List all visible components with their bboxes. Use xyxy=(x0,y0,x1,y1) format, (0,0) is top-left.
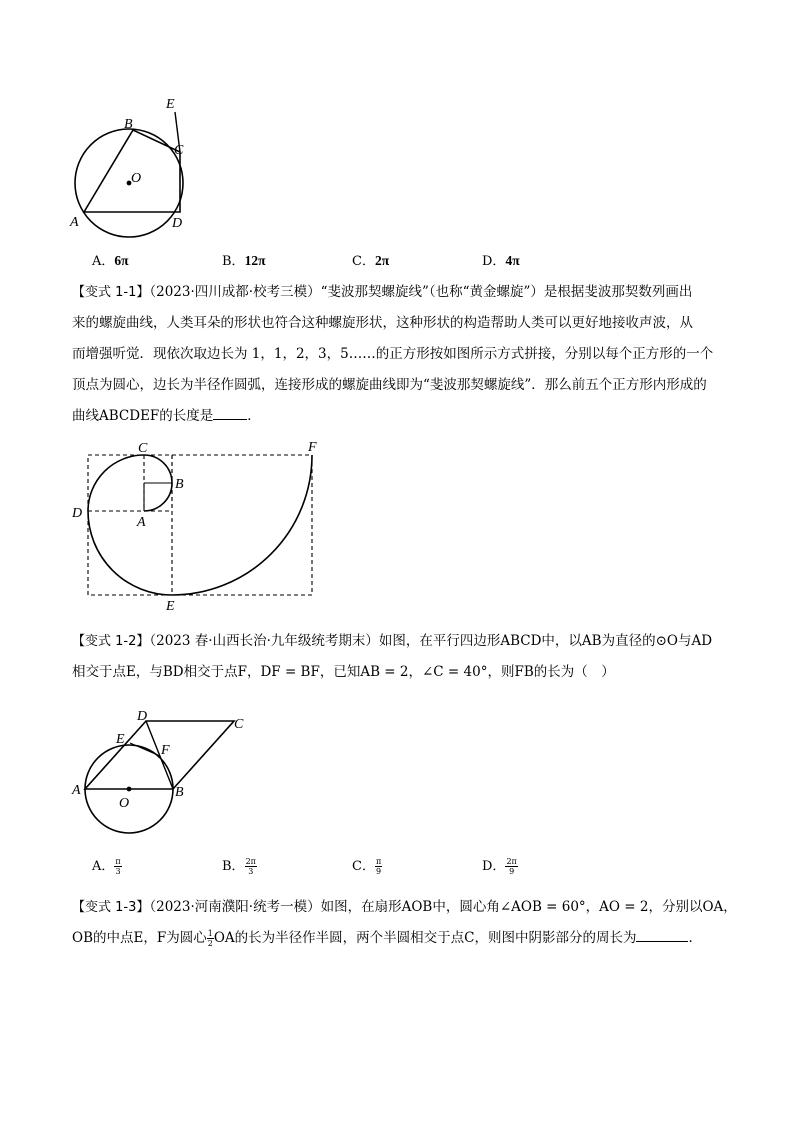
choice-c[interactable]: C． $\frac{\pi}{9}$ xyxy=(352,857,382,876)
label-A: A xyxy=(137,515,146,530)
label-E: E xyxy=(166,599,175,614)
label-A: A xyxy=(70,215,79,230)
choice-a[interactable]: A． $\frac{\pi}{3}$ xyxy=(92,857,121,876)
question-tag: 【变式 1-3】 xyxy=(72,900,150,915)
answer-blank[interactable] xyxy=(636,927,688,942)
label-C: C xyxy=(174,143,184,158)
label-B: B xyxy=(175,785,184,800)
choice-d[interactable]: D． $\frac{2\pi}{9}$ xyxy=(482,857,517,876)
label-O: O xyxy=(119,796,130,811)
question-source: （2023·四川成都·校考三模） xyxy=(149,284,321,300)
question-1-2: 【变式 1-2】（2023 春·山西长治·九年级统考期末）如图，在平行四边形ABCD中，以AB为直径的⊙O与AD 相交于点E，与BD相交于点F，DF = BF，已知AB = 2，∠C = 40°，则FB的长为（ ） xyxy=(72,633,713,680)
question-tag: 【变式 1-2】 xyxy=(72,634,150,649)
label-D: D xyxy=(137,709,148,724)
label-D: D xyxy=(172,216,183,231)
dashed-squares xyxy=(88,455,312,595)
label-F: F xyxy=(161,743,170,758)
question-1-1: 【变式 1-1】（2023·四川成都·校考三模）“斐波那契螺旋线”（也称“黄金螺旋”）是根据斐波那契数列画出 来的螺旋曲线，人类耳朵的形状也符合这种螺旋形状，这种形状的构造帮助人类可以更好地接收声波，从 而增强听觉．现依次取边长为 1，1，2，3，5……的正方形按如图所示方式拼接，分别以每个正方形的一个 顶点为圆心，边长为半径作圆弧，连接形成的螺旋曲线即为“斐波那契螺旋线”．那么前五个正方形内形成的 曲线ABCDEF的长度是 ． xyxy=(72,284,714,424)
spiral-curve xyxy=(88,455,312,595)
question-source: （2023 春·山西长治·九年级统考期末） xyxy=(149,633,379,649)
label-O: O xyxy=(131,171,142,186)
label-C: C xyxy=(234,717,244,732)
choice-d[interactable]: D．4π xyxy=(482,253,520,269)
label-A: A xyxy=(72,783,81,798)
figure-circle-quadrilateral xyxy=(60,90,210,240)
label-F: F xyxy=(308,440,317,455)
question-source: （2023·河南濮阳·统考一模） xyxy=(149,899,321,915)
choice-b[interactable]: B． $\frac{2\pi}{3}$ xyxy=(222,857,256,876)
label-B: B xyxy=(124,117,133,132)
answer-blank[interactable] xyxy=(213,405,247,420)
label-C: C xyxy=(138,441,148,456)
choice-c[interactable]: C．2π xyxy=(352,253,390,269)
question-tag: 【变式 1-1】 xyxy=(72,285,150,300)
choices-q0 xyxy=(92,250,612,269)
question-1-3: 【变式 1-3】（2023·河南濮阳·统考一模）如图，在扇形AOB中，圆心角∠AOB = 60°，AO = 2，分别以OA， OB的中点E，F为圆心 $\frac{1}{2}$ OA的长为半径作半圆，两个半圆相交于点C，则图中阴影部分的周长为 ． xyxy=(72,899,737,948)
center-dot xyxy=(127,787,132,792)
label-E: E xyxy=(166,97,175,112)
figure-fibonacci-spiral xyxy=(66,436,336,616)
figure-parallelogram-circle xyxy=(66,706,266,846)
label-B: B xyxy=(175,477,184,492)
label-E: E xyxy=(116,732,125,747)
label-D: D xyxy=(72,506,83,521)
choices-q1-2 xyxy=(92,855,612,876)
choice-a[interactable]: A．6π xyxy=(92,253,129,269)
choice-b[interactable]: B．12π xyxy=(222,253,266,269)
